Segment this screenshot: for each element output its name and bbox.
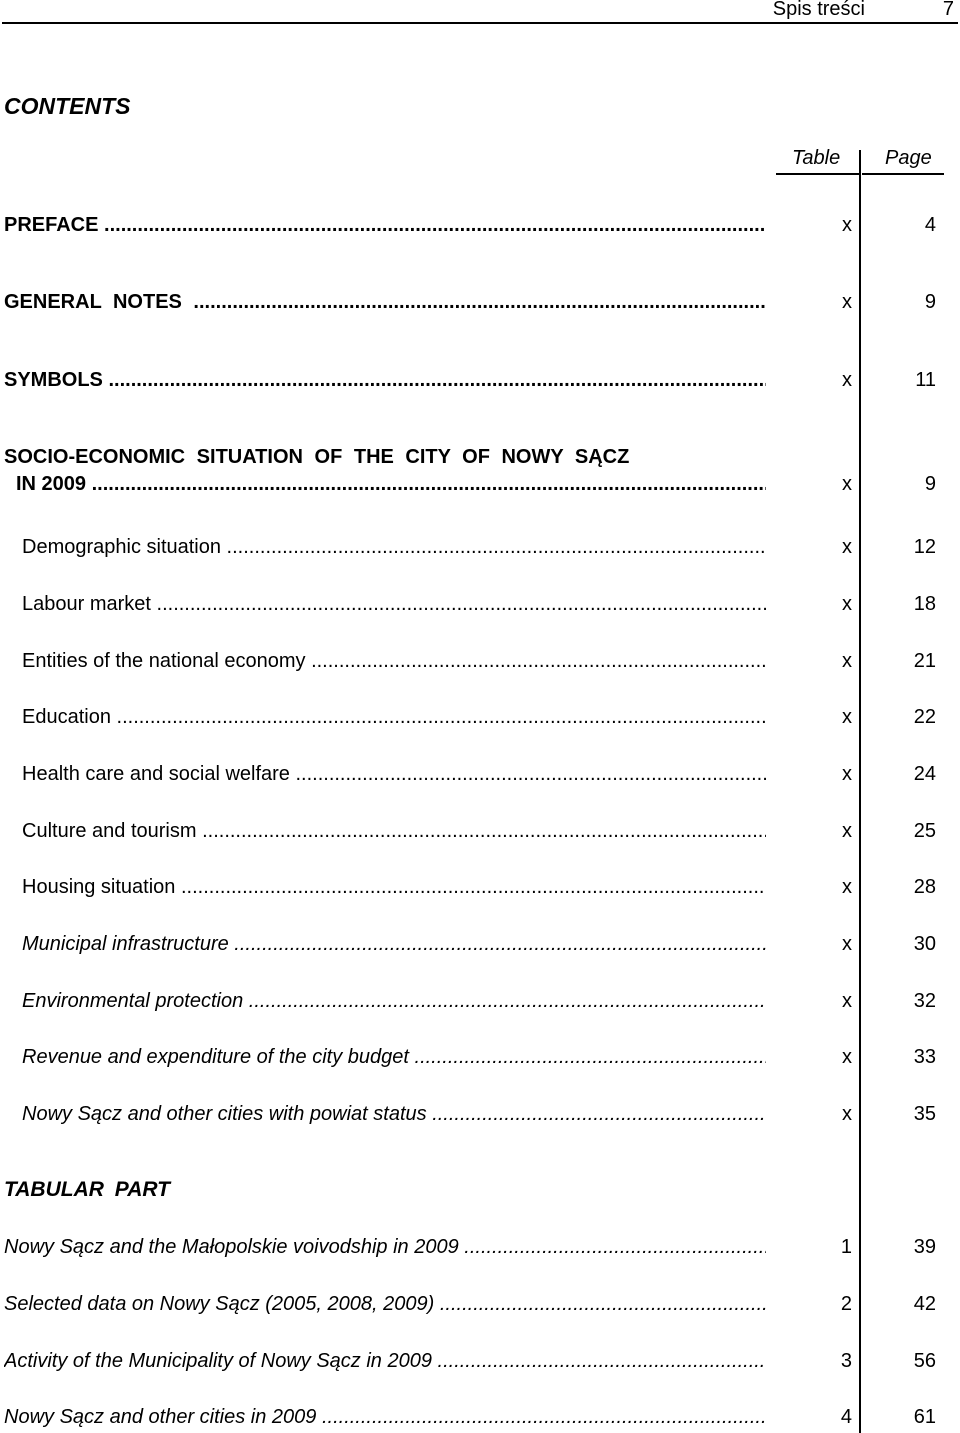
- toc-entry-demographic-situation[interactable]: [0, 533, 960, 561]
- toc-entry-page: 21: [913, 650, 936, 672]
- toc-entry-municipal-infrastructure[interactable]: [0, 930, 960, 958]
- toc-entry-table: x: [842, 706, 852, 728]
- running-header-section: Spis treści: [772, 0, 865, 20]
- toc-entry-table-1[interactable]: [0, 1233, 960, 1261]
- toc-entry-health-care[interactable]: [0, 760, 960, 788]
- header-rule: [2, 22, 958, 24]
- toc-entry-page: 9: [924, 291, 936, 313]
- toc-entry-housing-situation[interactable]: [0, 873, 960, 901]
- toc-entry-environmental-protection[interactable]: [0, 987, 960, 1015]
- toc-entry-table-4[interactable]: [0, 1403, 960, 1431]
- toc-entry-symbols[interactable]: [0, 366, 960, 394]
- toc-entry-table: x: [842, 763, 852, 785]
- toc-entry-page: 22: [913, 706, 936, 728]
- toc-entry-label: Nowy Sącz and other cities with powiat status .....: [22, 1100, 766, 1128]
- toc-entry-preface[interactable]: [0, 211, 960, 239]
- toc-entry-label: Revenue and expenditure of the city budget .....: [22, 1043, 766, 1071]
- toc-entry-education[interactable]: [0, 703, 960, 731]
- table-column-header: Table: [792, 147, 841, 169]
- toc-entry-table: 1: [840, 1236, 852, 1258]
- toc-entry-page: 42: [913, 1293, 936, 1315]
- toc-entry-label: Demographic situation .....: [22, 533, 766, 561]
- toc-entry-label: Culture and tourism .....: [22, 817, 766, 845]
- toc-entry-page: 4: [924, 214, 936, 236]
- toc-entry-label: Nowy Sącz and the Małopolskie voivodship in 2009 .....: [4, 1233, 766, 1261]
- toc-entry-page: 35: [913, 1103, 936, 1125]
- toc-entry-table: x: [842, 593, 852, 615]
- toc-entry-table-2[interactable]: [0, 1290, 960, 1318]
- toc-entry-table: x: [842, 933, 852, 955]
- toc-entry-culture-tourism[interactable]: [0, 817, 960, 845]
- contents-heading: CONTENTS: [4, 93, 131, 119]
- toc-entry-label: Municipal infrastructure .....: [22, 930, 766, 958]
- toc-entry-socio-economic[interactable]: [0, 470, 960, 498]
- toc-entry-page: 61: [913, 1406, 936, 1428]
- toc-entry-page: 11: [915, 369, 936, 391]
- toc-entry-page: 9: [924, 473, 936, 495]
- toc-entry-table: 2: [840, 1293, 852, 1315]
- toc-entry-table: x: [842, 214, 852, 236]
- page-column-rule: [862, 173, 944, 175]
- toc-entry-label: Nowy Sącz and other cities in 2009 .....: [4, 1403, 766, 1431]
- toc-entry-label: Activity of the Municipality of Nowy Sącz in 2009 .....: [4, 1347, 766, 1375]
- toc-entry-table: x: [842, 650, 852, 672]
- toc-entry-label: Housing situation .....: [22, 873, 766, 901]
- toc-entry-page: 30: [913, 933, 936, 955]
- toc-entry-table: 4: [840, 1406, 852, 1428]
- toc-entry-label: IN 2009 .....: [16, 470, 766, 498]
- toc-entry-table: x: [842, 876, 852, 898]
- toc-entry-label: GENERAL NOTES .....: [4, 288, 766, 316]
- toc-entry-table: x: [842, 473, 852, 495]
- toc-entry-label: Environmental protection .....: [22, 987, 766, 1015]
- table-column-rule: [776, 173, 860, 175]
- toc-entry-table-3[interactable]: [0, 1347, 960, 1375]
- toc-entry-page: 33: [913, 1046, 936, 1068]
- toc-entry-table: 3: [840, 1350, 852, 1372]
- toc-entry-label: Health care and social welfare .....: [22, 760, 766, 788]
- toc-entry-label: Entities of the national economy .....: [22, 647, 766, 675]
- toc-entry-table: x: [842, 291, 852, 313]
- toc-entry-label: SYMBOLS .....: [4, 366, 766, 394]
- toc-entry-table: x: [842, 990, 852, 1012]
- toc-entry-page: 12: [913, 536, 936, 558]
- running-header-page-number: 7: [942, 0, 954, 20]
- toc-entry-labour-market[interactable]: [0, 590, 960, 618]
- toc-entry-table: x: [842, 820, 852, 842]
- toc-entry-page: 32: [913, 990, 936, 1012]
- toc-entry-page: 25: [913, 820, 936, 842]
- toc-entry-revenue-expenditure[interactable]: [0, 1043, 960, 1071]
- toc-entry-table: x: [842, 1103, 852, 1125]
- toc-entry-table: x: [842, 536, 852, 558]
- page-column-header: Page: [885, 147, 932, 169]
- toc-entry-table: x: [842, 1046, 852, 1068]
- toc-entry-label: PREFACE .....: [4, 211, 766, 239]
- toc-entry-page: 24: [913, 763, 936, 785]
- toc-entry-table: x: [842, 369, 852, 391]
- toc-entry-page: 28: [913, 876, 936, 898]
- toc-entry-powiat-cities[interactable]: [0, 1100, 960, 1128]
- toc-entry-label: Selected data on Nowy Sącz (2005, 2008, 2009) .....: [4, 1290, 766, 1318]
- toc-entry-page: 39: [913, 1236, 936, 1258]
- toc-entry-general-notes[interactable]: [0, 288, 960, 316]
- toc-entry-label: Education .....: [22, 703, 766, 731]
- toc-entry-label: Labour market .....: [22, 590, 766, 618]
- toc-entry-socio-economic-line1: SOCIO-ECONOMIC SITUATION OF THE CITY OF NOWY SĄCZ: [4, 446, 630, 468]
- toc-entry-page: 18: [913, 593, 936, 615]
- tabular-part-heading: TABULAR PART: [4, 1178, 170, 1201]
- toc-entry-page: 56: [913, 1350, 936, 1372]
- toc-entry-entities-national-economy[interactable]: [0, 647, 960, 675]
